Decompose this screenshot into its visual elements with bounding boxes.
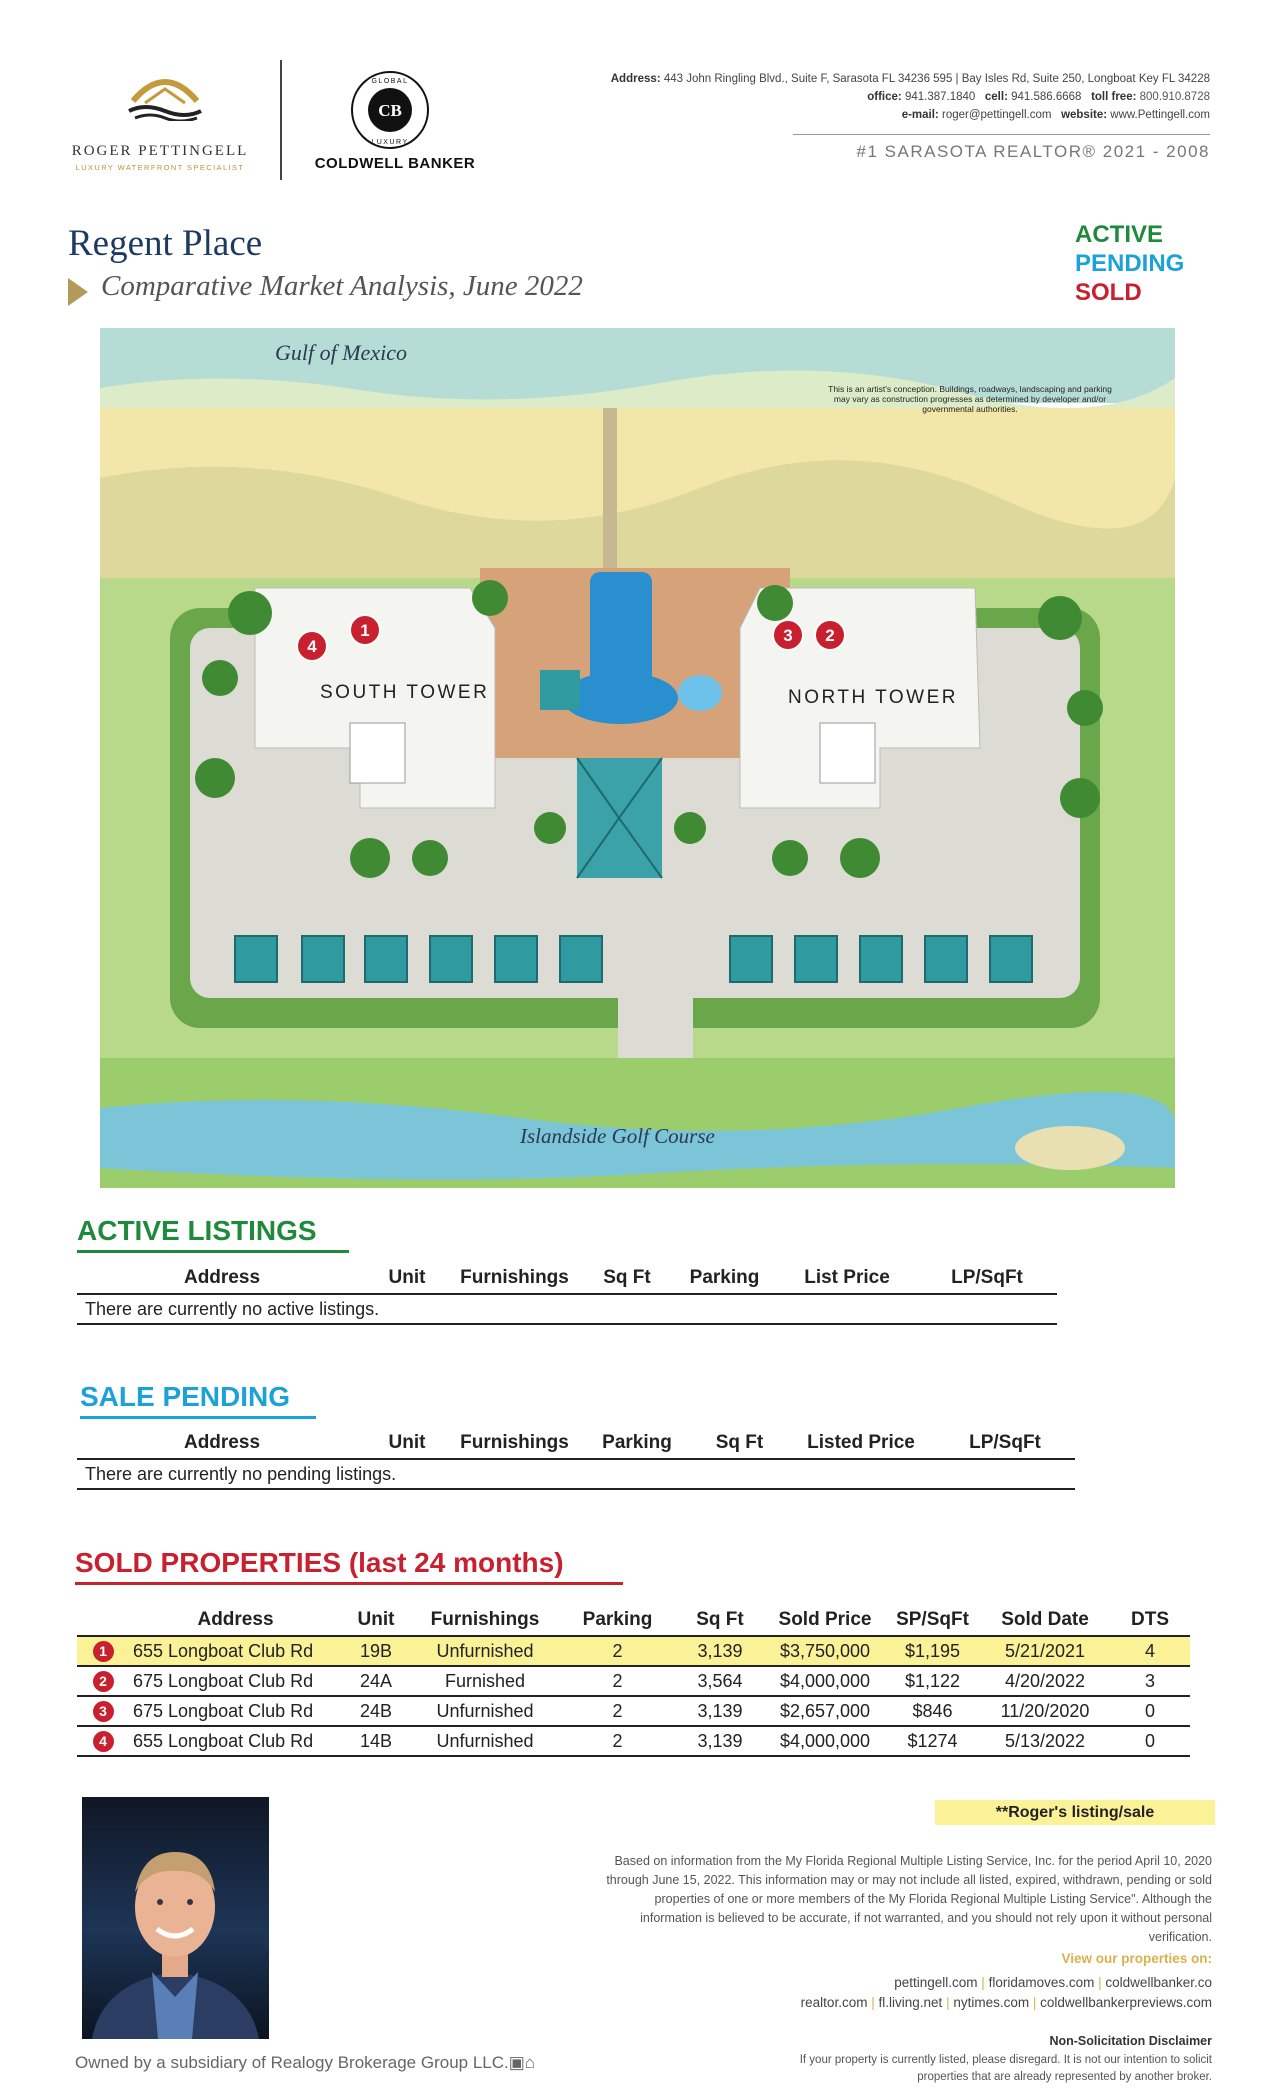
cell-price: $4,000,000: [779, 1730, 871, 1751]
cell-phone[interactable]: 941.586.6668: [1011, 91, 1082, 103]
table-row: [77, 1666, 1190, 1696]
legend-active: ACTIVE: [1075, 221, 1164, 248]
cell-sqft: 3,139: [697, 1700, 743, 1721]
cell-parking: 2: [612, 1670, 623, 1691]
active-heading-underline: [77, 1250, 349, 1253]
cell-furnishings: Furnished: [444, 1670, 526, 1691]
sold-properties-heading: SOLD PROPERTIES (last 24 months): [75, 1547, 564, 1578]
website-link[interactable]: www.Pettingell.com: [1110, 109, 1210, 121]
cell-unit: 24B: [359, 1700, 393, 1721]
ownership-text: Owned by a subsidiary of Realogy Brokerage Group LLC.: [75, 2053, 509, 2072]
column-header: Unit: [388, 1266, 426, 1288]
link-pettingell[interactable]: pettingell.com: [894, 1975, 978, 1990]
header-divider: [280, 60, 282, 180]
cell-date: 5/13/2022: [1004, 1730, 1086, 1751]
cell-price: $4,000,000: [779, 1670, 871, 1691]
email-label: e-mail:: [901, 109, 939, 121]
cell-date: 5/21/2021: [1004, 1640, 1086, 1661]
column-header: Address: [183, 1266, 261, 1288]
column-header: Address: [197, 1608, 274, 1630]
triangle-bullet-icon: [68, 278, 88, 306]
cell-unit: 19B: [359, 1640, 393, 1661]
column-header: Listed Price: [807, 1431, 915, 1453]
column-header: List Price: [804, 1266, 890, 1288]
cb-monogram: CB: [378, 101, 402, 120]
golf-label: Islandside Golf Course: [520, 1124, 715, 1148]
cell-ppsf: $1,122: [904, 1670, 961, 1691]
cell-unit: 14B: [359, 1730, 393, 1751]
equal-housing-icon: ▣⌂: [508, 2053, 536, 2072]
column-header: LP/SqFt: [969, 1431, 1041, 1453]
brand-tagline: LUXURY WATERFRONT SPECIALIST: [75, 163, 245, 172]
email-link[interactable]: roger@pettingell.com: [941, 109, 1052, 121]
property-links: pettingell.com | floridamoves.com | coldwellbanker.co realtor.com | fl.living.net | nytimes.com | coldwellbankerpreviews.com: [800, 1975, 1212, 2010]
cell-date: 4/20/2022: [1004, 1670, 1086, 1691]
website-label: website:: [1061, 109, 1108, 121]
office-label: office:: [867, 91, 902, 103]
non-solicitation-text: If your property is currently listed, please disregard. It is not our intention to solicit properties that are already represented by another broker.: [799, 2054, 1212, 2083]
agent-photo-image: [82, 1797, 269, 2039]
marker-badge: 3: [93, 1701, 114, 1722]
marker-3: [773, 620, 803, 650]
column-header: SP/SqFt: [896, 1608, 969, 1630]
column-header: Sq Ft: [603, 1266, 651, 1288]
link-floridamoves[interactable]: floridamoves.com: [988, 1975, 1095, 1990]
marker-2-label: 2: [825, 626, 835, 645]
marker-badge: 2: [93, 1671, 114, 1692]
status-legend: [1075, 220, 1184, 307]
tollfree-phone[interactable]: 800.910.8728: [1139, 91, 1210, 103]
column-header: Sold Price: [778, 1608, 872, 1630]
cell-dts: 0: [1144, 1730, 1155, 1751]
cell-address: 675 Longboat Club Rd: [133, 1700, 314, 1721]
realtor-tagline: #1 SARASOTA REALTOR® 2021 - 2008: [856, 142, 1210, 161]
cell-unit: 24A: [359, 1670, 393, 1691]
column-header: DTS: [1131, 1608, 1169, 1630]
cell-ppsf: $846: [912, 1700, 953, 1721]
table-row: [77, 1696, 1190, 1726]
site-plan-illustration: [100, 328, 1175, 1188]
agent-portrait: [82, 1797, 269, 2039]
roger-pettingell-logo: [55, 65, 265, 185]
column-header: Sold Date: [1001, 1608, 1089, 1630]
cell-parking: 2: [612, 1640, 623, 1661]
link-coldwellbanker[interactable]: coldwellbanker.co: [1105, 1975, 1212, 1990]
address-text: 443 John Ringling Blvd., Suite F, Sarasota FL 34236 595 | Bay Isles Rd, Suite 250, Longboat Key FL 34228: [663, 73, 1210, 85]
contact-info: [611, 70, 1210, 124]
cell-furnishings: Unfurnished: [436, 1730, 534, 1751]
sold-properties-table: [77, 1604, 1190, 1757]
cell-sqft: 3,139: [697, 1640, 743, 1661]
empty-message: There are currently no active listings.: [77, 1294, 1057, 1324]
link-cb-previews[interactable]: coldwellbankerpreviews.com: [1040, 1995, 1212, 2010]
tollfree-label: toll free:: [1091, 91, 1137, 103]
cell-furnishings: Unfurnished: [436, 1640, 534, 1661]
header-rule: [793, 134, 1210, 135]
cell-dts: 3: [1144, 1670, 1155, 1691]
brand-name: ROGER PETTINGELL: [71, 143, 249, 159]
roger-listing-note: **Roger's listing/sale: [935, 1800, 1215, 1825]
artist-note: This is an artist's conception. Buildings, roadways, landscaping and parking may vary as construction progresses as determined by developer and/or governmental authorities.: [828, 384, 1112, 414]
page-title: Regent Place: [68, 223, 263, 264]
column-header: Address: [183, 1431, 261, 1453]
marker-4-label: 4: [307, 637, 317, 656]
link-realtor[interactable]: realtor.com: [800, 1995, 868, 2010]
column-header: Furnishings: [430, 1608, 540, 1630]
sold-heading-underline: [75, 1582, 623, 1585]
marker-3-label: 3: [783, 626, 793, 645]
column-header: Parking: [689, 1266, 760, 1288]
column-header: Parking: [582, 1608, 653, 1630]
coldwell-banker-logo: [295, 65, 495, 185]
cell-sqft: 3,139: [697, 1730, 743, 1751]
non-solicitation-title: Non-Solicitation Disclaimer: [1049, 2034, 1212, 2048]
cb-name: COLDWELL BANKER: [314, 155, 476, 172]
cb-global-luxury-seal-icon: [350, 70, 430, 150]
active-listings-table: [77, 1262, 1057, 1325]
column-header: Furnishings: [460, 1431, 569, 1453]
cell-date: 11/20/2020: [1000, 1700, 1090, 1721]
column-header: LP/SqFt: [951, 1266, 1023, 1288]
empty-message: There are currently no pending listings.: [77, 1459, 1075, 1489]
legend-sold: SOLD: [1075, 279, 1142, 306]
sale-pending-heading: SALE PENDING: [80, 1381, 291, 1412]
column-header: Sq Ft: [715, 1431, 764, 1453]
cell-address: 655 Longboat Club Rd: [133, 1730, 314, 1751]
cell-label: cell:: [984, 91, 1008, 103]
column-header: Unit: [357, 1608, 395, 1630]
marker-1: [350, 615, 380, 645]
link-nytimes[interactable]: nytimes.com: [953, 1995, 1030, 2010]
column-header: Furnishings: [460, 1266, 569, 1288]
cb-ring-bottom: LUXURY: [371, 139, 409, 146]
mls-disclaimer: Based on information from the My Florida Regional Multiple Listing Service, Inc. for the period April 10, 2020 through June 15, 2022. This information may or may not include all listed, expired, withdrawn, pending or sold properties of one or more members of the My Florida Regional Multiple Listing Service". Although the information is believed to be accurate, if not warranted, and you should not rely upon it without personal verification.: [606, 1854, 1212, 1944]
cb-ring-top: GLOBAL: [371, 78, 409, 85]
marker-badge: 4: [93, 1731, 114, 1752]
ownership-statement: [75, 2053, 535, 2073]
active-listings-heading: ACTIVE LISTINGS: [77, 1215, 317, 1246]
legend-pending: PENDING: [1075, 250, 1185, 277]
table-row: [77, 1726, 1190, 1756]
column-header: Unit: [388, 1431, 426, 1453]
gulf-label: Gulf of Mexico: [275, 340, 407, 365]
marker-2: [815, 620, 845, 650]
cell-sqft: 3,564: [697, 1670, 743, 1691]
link-fl-living[interactable]: fl.living.net: [878, 1995, 943, 2010]
office-phone[interactable]: 941.387.1840: [904, 91, 976, 103]
address-label: Address:: [610, 73, 661, 85]
column-header: Parking: [602, 1431, 672, 1453]
marker-badge: 1: [93, 1641, 114, 1662]
cell-price: $3,750,000: [779, 1640, 871, 1661]
cell-address: 655 Longboat Club Rd: [133, 1640, 314, 1661]
cell-ppsf: $1274: [907, 1730, 958, 1751]
cell-parking: 2: [612, 1700, 623, 1721]
cell-price: $2,657,000: [779, 1700, 871, 1721]
site-plan-drawing: [100, 328, 1175, 1188]
marker-4: [297, 631, 327, 661]
cell-address: 675 Longboat Club Rd: [133, 1670, 314, 1691]
column-header-marker: [77, 1604, 129, 1636]
wave-roof-logo-icon: [125, 71, 205, 121]
view-properties-label: View our properties on:: [1061, 1951, 1212, 1966]
north-tower-label: NORTH TOWER: [788, 687, 959, 708]
cell-ppsf: $1,195: [904, 1640, 961, 1661]
marker-1-label: 1: [360, 621, 370, 640]
cell-dts: 4: [1144, 1640, 1155, 1661]
south-tower-label: SOUTH TOWER: [320, 682, 490, 703]
cell-furnishings: Unfurnished: [436, 1700, 534, 1721]
pending-heading-underline: [80, 1416, 316, 1419]
column-header: Sq Ft: [696, 1608, 744, 1630]
table-row: [77, 1636, 1190, 1666]
sale-pending-table: [77, 1427, 1075, 1490]
page-subtitle: Comparative Market Analysis, June 2022: [101, 270, 583, 302]
cell-dts: 0: [1144, 1700, 1155, 1721]
cell-parking: 2: [612, 1730, 623, 1751]
